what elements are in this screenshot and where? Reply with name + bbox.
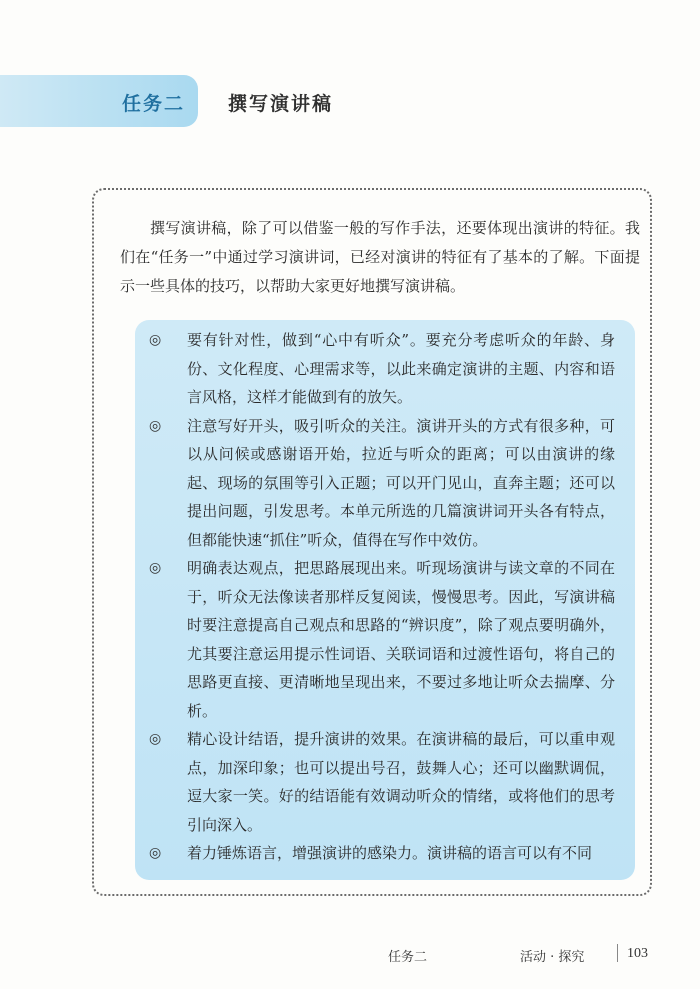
bullet-icon: ◎ bbox=[149, 560, 162, 576]
tip-item bbox=[149, 554, 621, 725]
footer-section-label: 活动 · 探究 bbox=[520, 950, 585, 965]
tip-item bbox=[149, 412, 621, 555]
tip-text: 要有针对性，做到“心中有听众”。要充分考虑听众的年龄、身份、文化程度、心理需求等，以此来确定演讲的主题、内容和语言风格，这样才能做到有的放矢。 bbox=[187, 331, 615, 406]
tip-item bbox=[149, 326, 621, 412]
footer-task-label: 任务二 bbox=[388, 950, 428, 965]
intro-paragraph: 撰写演讲稿，除了可以借鉴一般的写作手法，还要体现出演讲的特征。我们在“任务一”中通过学习演讲词，已经对演讲的特征有了基本的了解。下面提示一些具体的技巧，以帮助大家更好地撰写演讲稿。 bbox=[120, 219, 640, 295]
bullet-icon: ◎ bbox=[149, 845, 162, 861]
tip-item bbox=[149, 725, 621, 839]
task-title: 撰写演讲稿 bbox=[228, 93, 334, 115]
tip-item bbox=[149, 839, 621, 868]
page-number: 103 bbox=[627, 946, 648, 961]
tips-box bbox=[135, 320, 635, 880]
tip-text: 着力锤炼语言，增强演讲的感染力。演讲稿的语言可以有不同 bbox=[187, 844, 593, 862]
bullet-icon: ◎ bbox=[149, 731, 162, 747]
tip-text: 注意写好开头，吸引听众的关注。演讲开头的方式有很多种，可以从问候或感谢语开始，拉近与听众的距离；可以由演讲的缘起、现场的氛围等引入正题；可以开门见山，直奔主题；还可以提出问题，引发思考。本单元所选的几篇演讲词开头各有特点，但都能快速“抓住”听众，值得在写作中效仿。 bbox=[187, 416, 615, 549]
task-label: 任务二 bbox=[122, 93, 186, 115]
footer-divider bbox=[617, 944, 618, 962]
tip-text: 精心设计结语，提升演讲的效果。在演讲稿的最后，可以重申观点，加深印象；也可以提出号召，鼓舞人心；还可以幽默调侃，逗大家一笑。好的结语能有效调动听众的情绪，或将他们的思考引向深入。 bbox=[187, 730, 615, 834]
bullet-icon: ◎ bbox=[149, 332, 162, 348]
tip-text: 明确表达观点，把思路展现出来。听现场演讲与读文章的不同在于，听众无法像读者那样反复阅读，慢慢思考。因此，写演讲稿时要注意提高自己观点和思路的“辨识度”，除了观点要明确外，尤其要注意运用提示性词语、关联词语和过渡性语句，将自己的思路更直接、更清晰地呈现出来，不要过多地让听众去揣摩、分析。 bbox=[187, 559, 615, 720]
bullet-icon: ◎ bbox=[149, 417, 162, 434]
